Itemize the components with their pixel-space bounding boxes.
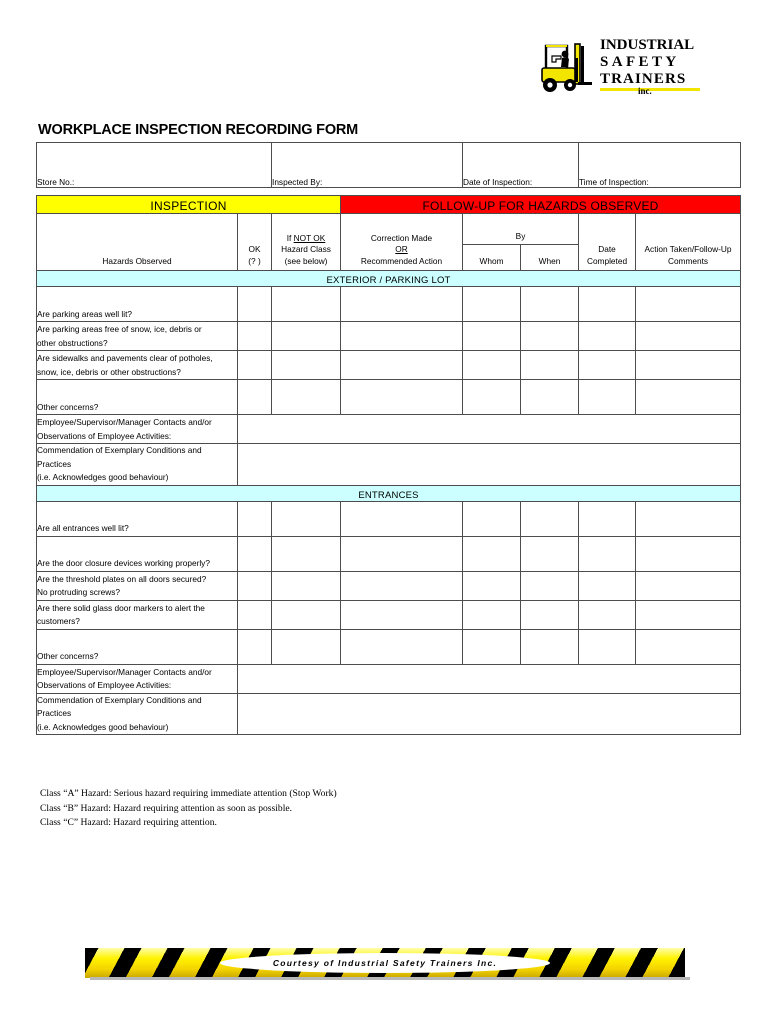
commendation-entry-cell[interactable] xyxy=(238,444,741,486)
ok-cell[interactable] xyxy=(238,501,272,536)
table-row xyxy=(37,415,741,444)
action-taken-cell[interactable] xyxy=(636,600,741,629)
col-date-line1: Date xyxy=(598,244,616,254)
correction-cell[interactable] xyxy=(341,322,463,351)
col-date-line2: Completed xyxy=(586,255,628,266)
correction-cell[interactable] xyxy=(341,351,463,380)
correction-cell[interactable] xyxy=(341,287,463,322)
when-cell[interactable] xyxy=(521,501,579,536)
hazard-label xyxy=(37,571,238,600)
date-of-inspection-field[interactable]: Date of Inspection: xyxy=(463,143,579,188)
correction-cell[interactable] xyxy=(341,380,463,415)
whom-cell[interactable] xyxy=(463,380,521,415)
commendation-entry-cell[interactable] xyxy=(238,693,741,735)
table-row xyxy=(37,380,741,415)
hazard-label-line: Are there solid glass door markers to alert the xyxy=(37,602,205,613)
action-taken-cell[interactable] xyxy=(636,501,741,536)
hazard-class-legend xyxy=(40,787,337,831)
section-header-row xyxy=(37,485,741,501)
when-cell[interactable] xyxy=(521,629,579,664)
inspected-by-field[interactable]: Inspected By: xyxy=(272,143,463,188)
col-ok-sublabel: (? ) xyxy=(248,255,261,266)
col-hazard-class-notok: NOT OK xyxy=(293,232,326,243)
observation-entry-cell[interactable] xyxy=(238,415,741,444)
footer-hazard-stripe-banner xyxy=(85,948,685,978)
correction-cell[interactable] xyxy=(341,571,463,600)
when-cell[interactable] xyxy=(521,600,579,629)
logo-line-safety: SAFETY xyxy=(600,54,680,70)
logo-line-industrial: INDUSTRIAL xyxy=(600,37,695,53)
whom-cell[interactable] xyxy=(463,571,521,600)
col-correction-made xyxy=(341,214,463,271)
col-action-line1: Action Taken/Follow-Up xyxy=(644,244,732,254)
whom-cell[interactable] xyxy=(463,351,521,380)
commendation-label xyxy=(37,693,238,735)
company-logo xyxy=(534,36,704,102)
observation-label-line: Observations of Employee Activities: xyxy=(37,430,172,441)
store-no-field[interactable]: Store No.: xyxy=(37,143,272,188)
hazard-class-cell[interactable] xyxy=(272,629,341,664)
section-title-exterior: EXTERIOR / PARKING LOT xyxy=(37,271,741,287)
whom-cell[interactable] xyxy=(463,536,521,571)
hazard-label-line: Are parking areas free of snow, ice, debris or xyxy=(37,324,202,334)
date-completed-cell[interactable] xyxy=(579,351,636,380)
commendation-label-line: (i.e. Acknowledges good behaviour) xyxy=(37,472,169,482)
col-hazard-class xyxy=(272,214,341,271)
commendation-label xyxy=(37,444,238,486)
when-cell[interactable] xyxy=(521,322,579,351)
action-taken-cell[interactable] xyxy=(636,380,741,415)
whom-cell[interactable] xyxy=(463,629,521,664)
hazard-label xyxy=(37,351,238,380)
hazard-label xyxy=(37,322,238,351)
col-by-label: By xyxy=(463,214,578,245)
correction-cell[interactable] xyxy=(341,600,463,629)
ok-cell[interactable] xyxy=(238,629,272,664)
table-row xyxy=(37,600,741,629)
col-hazards-observed xyxy=(37,214,238,271)
hazard-label xyxy=(37,501,238,536)
hazard-label xyxy=(37,287,238,322)
hazard-label xyxy=(37,600,238,629)
hazard-label-line: Are parking areas well lit? xyxy=(37,308,132,319)
table-row xyxy=(37,351,741,380)
correction-cell[interactable] xyxy=(341,536,463,571)
col-ok-label: OK xyxy=(248,244,261,254)
hazard-label-line: customers? xyxy=(37,616,80,626)
hazard-label xyxy=(37,380,238,415)
spacer-row xyxy=(37,188,741,196)
table-row xyxy=(37,629,741,664)
date-completed-cell[interactable] xyxy=(579,571,636,600)
observation-entry-cell[interactable] xyxy=(238,664,741,693)
col-action-line2: Comments xyxy=(667,255,709,266)
inspection-banner: INSPECTION xyxy=(37,196,341,214)
ok-cell[interactable] xyxy=(238,380,272,415)
table-row xyxy=(37,664,741,693)
banner-row xyxy=(37,196,741,214)
ok-cell[interactable] xyxy=(238,287,272,322)
col-hazard-class-line1 xyxy=(272,233,340,245)
section-title-entrances: ENTRANCES xyxy=(37,485,741,501)
inspection-table xyxy=(36,142,741,735)
hazard-class-cell[interactable] xyxy=(272,287,341,322)
observation-label-line: Employee/Supervisor/Manager Contacts and/or xyxy=(37,417,212,427)
date-completed-cell[interactable] xyxy=(579,536,636,571)
date-completed-cell[interactable] xyxy=(579,629,636,664)
ok-cell[interactable] xyxy=(238,351,272,380)
hazard-label-line: Are sidewalks and pavements clear of potholes, xyxy=(37,353,213,363)
logo-inc-suffix: inc. xyxy=(638,86,652,96)
table-row xyxy=(37,444,741,486)
commendation-label-line: Commendation of Exemplary Conditions and Practices xyxy=(37,694,202,718)
date-completed-cell[interactable] xyxy=(579,501,636,536)
whom-cell[interactable] xyxy=(463,501,521,536)
whom-cell[interactable] xyxy=(463,287,521,322)
table-row xyxy=(37,287,741,322)
ok-cell[interactable] xyxy=(238,322,272,351)
col-correction-line1: Correction Made xyxy=(370,232,433,243)
action-taken-cell[interactable] xyxy=(636,629,741,664)
hazard-class-cell[interactable] xyxy=(272,600,341,629)
col-when-label: When xyxy=(538,255,561,266)
col-date-completed xyxy=(579,214,636,271)
correction-cell[interactable] xyxy=(341,629,463,664)
ok-cell[interactable] xyxy=(238,536,272,571)
col-whom-label: Whom xyxy=(463,245,521,270)
table-row xyxy=(37,501,741,536)
correction-cell[interactable] xyxy=(341,501,463,536)
legend-class-c: Class “C” Hazard: Hazard requiring attention. xyxy=(40,817,217,828)
table-row xyxy=(37,536,741,571)
col-hazard-class-line2: Hazard Class xyxy=(281,244,331,254)
action-taken-cell[interactable] xyxy=(636,287,741,322)
date-completed-cell[interactable] xyxy=(579,600,636,629)
observation-label-line: Employee/Supervisor/Manager Contacts and/or xyxy=(37,666,212,677)
table-row xyxy=(37,322,741,351)
when-cell[interactable] xyxy=(521,380,579,415)
col-ok xyxy=(238,214,272,271)
hazard-class-cell[interactable] xyxy=(272,380,341,415)
when-cell[interactable] xyxy=(521,351,579,380)
hazard-label xyxy=(37,629,238,664)
hazard-label-line: Are the threshold plates on all doors secured? xyxy=(37,573,207,584)
info-row xyxy=(37,143,741,188)
commendation-label-line: Commendation of Exemplary Conditions and Practices xyxy=(37,445,202,469)
page-title: WORKPLACE INSPECTION RECORDING FORM xyxy=(38,122,359,138)
column-header-row xyxy=(37,214,741,271)
whom-cell[interactable] xyxy=(463,322,521,351)
hazard-class-cell[interactable] xyxy=(272,536,341,571)
when-cell[interactable] xyxy=(521,571,579,600)
action-taken-cell[interactable] xyxy=(636,351,741,380)
ok-cell[interactable] xyxy=(238,600,272,629)
hazard-label-line: snow, ice, debris or other obstructions? xyxy=(37,366,181,377)
action-taken-cell[interactable] xyxy=(636,322,741,351)
when-cell[interactable] xyxy=(521,287,579,322)
col-correction-line3: Recommended Action xyxy=(360,255,443,266)
when-cell[interactable] xyxy=(521,536,579,571)
hazard-class-cell[interactable] xyxy=(272,351,341,380)
action-taken-cell[interactable] xyxy=(636,536,741,571)
legend-class-b: Class “B” Hazard: Hazard requiring attention as soon as possible. xyxy=(40,802,293,814)
legend-class-a: Class “A” Hazard: Serious hazard requiring immediate attention (Stop Work) xyxy=(40,788,337,799)
date-completed-cell[interactable] xyxy=(579,322,636,351)
hazard-label-line: No protruding screws? xyxy=(37,587,121,597)
forklift-icon xyxy=(534,38,596,100)
table-row xyxy=(37,693,741,735)
ok-cell[interactable] xyxy=(238,571,272,600)
col-hazards-observed-label: Hazards Observed xyxy=(102,255,172,266)
table-row xyxy=(37,571,741,600)
section-header-row xyxy=(37,271,741,287)
hazard-class-cell[interactable] xyxy=(272,322,341,351)
footer-courtesy-oval xyxy=(220,953,550,973)
hazard-class-cell[interactable] xyxy=(272,571,341,600)
hazard-label-line: Are the door closure devices working properly? xyxy=(37,558,210,568)
hazard-label-line: Other concerns? xyxy=(37,651,99,661)
hazard-class-cell[interactable] xyxy=(272,501,341,536)
date-completed-cell[interactable] xyxy=(579,287,636,322)
followup-banner: FOLLOW-UP FOR HAZARDS OBSERVED xyxy=(341,196,741,214)
time-of-inspection-field[interactable]: Time of Inspection: xyxy=(579,143,741,188)
footer-banner-shadow xyxy=(90,977,690,980)
hazard-label-line: Are all entrances well lit? xyxy=(37,523,129,533)
col-hazard-class-if: If xyxy=(286,232,294,243)
col-action-taken xyxy=(636,214,741,271)
observation-label xyxy=(37,415,238,444)
hazard-label-line: Other concerns? xyxy=(37,401,99,412)
logo-line-trainers: TRAINERS xyxy=(600,71,687,87)
date-completed-cell[interactable] xyxy=(579,380,636,415)
footer-courtesy-text: Courtesy of Industrial Safety Trainers Inc. xyxy=(272,958,498,968)
whom-cell[interactable] xyxy=(463,600,521,629)
hazard-label-line: other obstructions? xyxy=(37,337,108,348)
action-taken-cell[interactable] xyxy=(636,571,741,600)
observation-label-line: Observations of Employee Activities: xyxy=(37,680,172,690)
observation-label xyxy=(37,664,238,693)
commendation-label-line: (i.e. Acknowledges good behaviour) xyxy=(37,721,169,732)
col-by-group xyxy=(463,214,579,271)
col-hazard-class-line3: (see below) xyxy=(284,255,328,266)
col-correction-or: OR xyxy=(395,244,408,254)
hazard-label xyxy=(37,536,238,571)
